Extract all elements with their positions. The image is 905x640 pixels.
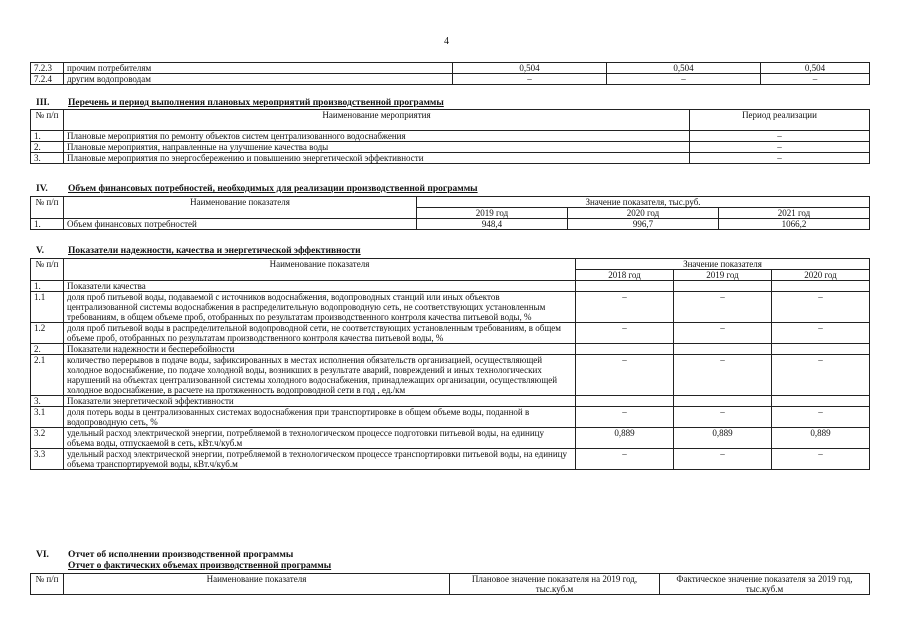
header-year: 2021 год — [719, 208, 870, 219]
header-year: 2020 год — [568, 208, 719, 219]
value-cell: – — [674, 292, 772, 323]
value-cell: – — [772, 323, 870, 344]
table-row — [31, 63, 870, 74]
row-number: 1.2 — [31, 323, 64, 344]
value-cell: 0,889 — [576, 428, 674, 449]
value-cell — [576, 396, 674, 407]
table-header-row — [31, 259, 870, 270]
row-name: удельный расход электрической энергии, потребляемой в технологическом процессе подготовки питьевой воды, на единицу объема воды, отпускаемой в сеть, кВт.ч/куб.м — [64, 428, 576, 449]
table-row — [31, 428, 870, 449]
header-num: № п/п — [31, 110, 64, 131]
row-name: Объем финансовых потребностей — [64, 219, 417, 230]
table-row — [31, 449, 870, 470]
table-row — [31, 355, 870, 396]
row-name: Показатели качества — [64, 281, 576, 292]
row-number: 1.1 — [31, 292, 64, 323]
value-cell: 0,504 — [453, 63, 607, 74]
header-num: № п/п — [31, 197, 64, 219]
value-cell: – — [576, 323, 674, 344]
table-row — [31, 344, 870, 355]
row-number: 3.2 — [31, 428, 64, 449]
section-5-table — [30, 258, 870, 470]
period-cell: – — [690, 142, 870, 153]
header-num: № п/п — [31, 259, 64, 281]
header-year: 2018 год — [576, 270, 674, 281]
value-cell: – — [674, 323, 772, 344]
value-cell: – — [772, 355, 870, 396]
section-title: Отчет об исполнении производственной программы — [68, 550, 294, 560]
table-row — [31, 142, 870, 153]
section-6-heading — [36, 550, 293, 560]
row-name: прочим потребителям — [64, 63, 453, 74]
row-name: доля потерь воды в централизованных системах водоснабжения при транспортировке в общем объеме воды, поданной в водопроводную сеть, % — [64, 407, 576, 428]
value-cell — [576, 344, 674, 355]
header-name: Наименование показателя — [64, 259, 576, 281]
row-name: другим водопроводам — [64, 74, 453, 85]
row-name: доля проб питьевой воды в распределительной водопроводной сети, не соответствующих установленным требованиям, в общем объеме проб, отобранных по результатам производственного контроля качества питьевой воды, % — [64, 323, 576, 344]
table-row — [31, 281, 870, 292]
table-row — [31, 323, 870, 344]
value-cell: – — [761, 74, 870, 85]
header-year: 2019 год — [674, 270, 772, 281]
table-row — [31, 407, 870, 428]
row-name: Плановые мероприятия по энергосбережению и повышению энергетической эффективности — [64, 153, 690, 164]
value-cell: – — [674, 355, 772, 396]
value-cell: 996,7 — [568, 219, 719, 230]
row-number: 7.2.4 — [31, 74, 64, 85]
row-number: 3. — [31, 396, 64, 407]
row-number: 3.1 — [31, 407, 64, 428]
header-num: № п/п — [31, 574, 64, 595]
section-4-table — [30, 196, 870, 230]
value-cell — [772, 344, 870, 355]
row-number: 7.2.3 — [31, 63, 64, 74]
table-header-row — [31, 574, 870, 595]
value-cell — [772, 281, 870, 292]
row-name: удельный расход электрической энергии, потребляемой в технологическом процессе транспортировки питьевой воды, на единицу объема транспортируемой воды, кВт.ч/куб.м — [64, 449, 576, 470]
period-cell: – — [690, 153, 870, 164]
value-cell: 0,889 — [674, 428, 772, 449]
value-cell — [674, 281, 772, 292]
table-row — [31, 292, 870, 323]
row-number: 2. — [31, 142, 64, 153]
row-number: 1. — [31, 219, 64, 230]
table-row — [31, 219, 870, 230]
value-cell: 0,504 — [761, 63, 870, 74]
header-name: Наименование показателя — [64, 197, 417, 219]
table-row — [31, 74, 870, 85]
page-number: 4 — [444, 36, 449, 47]
table-row — [31, 396, 870, 407]
row-number: 3. — [31, 153, 64, 164]
section-title: Объем финансовых потребностей, необходимых для реализации производственной программы — [68, 184, 478, 194]
row-name: Плановые мероприятия, направленные на улучшение качества воды — [64, 142, 690, 153]
value-cell: – — [772, 407, 870, 428]
value-cell — [674, 344, 772, 355]
value-cell: – — [772, 292, 870, 323]
row-name: Показатели энергетической эффективности — [64, 396, 576, 407]
value-cell: – — [772, 449, 870, 470]
section-3-heading — [36, 98, 444, 108]
section-6-table — [30, 573, 870, 595]
table-row — [31, 131, 870, 142]
row-number: 1. — [31, 131, 64, 142]
section-number: VI. — [36, 550, 49, 560]
value-cell: 0,889 — [772, 428, 870, 449]
section-6-subtitle: Отчет о фактических объемах производственной программы — [68, 561, 332, 571]
value-cell: 0,504 — [607, 63, 761, 74]
value-cell — [576, 281, 674, 292]
header-name: Наименование мероприятия — [64, 110, 690, 131]
section-5-heading — [36, 246, 361, 256]
header-value: Значение показателя — [576, 259, 870, 270]
section-number: V. — [36, 246, 45, 256]
section-title: Показатели надежности, качества и энергетической эффективности — [68, 246, 361, 256]
row-number: 2.1 — [31, 355, 64, 396]
value-cell — [674, 396, 772, 407]
header-year: 2019 год — [417, 208, 568, 219]
value-cell: – — [576, 355, 674, 396]
section-3-table — [30, 109, 870, 164]
row-name: количество перерывов в подаче воды, зафиксированных в местах исполнения обязательств организацией, осуществляющей холодное водоснабжение, по подаче холодной воды, возникших в результате аварий, повреждений и иных технологических нарушений на объектах централизованной системы холодного водоснабжения, принадлежащих организации, осуществляющей холодное водоснабжение, в расчете на протяженность водопроводной сети в год , ед./км — [64, 355, 576, 396]
section-title: Перечень и период выполнения плановых мероприятий производственной программы — [68, 98, 444, 108]
section-4-heading — [36, 184, 478, 194]
value-cell: 1066,2 — [719, 219, 870, 230]
value-cell: – — [576, 292, 674, 323]
row-number: 3.3 — [31, 449, 64, 470]
value-cell: – — [576, 449, 674, 470]
table-header-row — [31, 110, 870, 131]
value-cell: – — [576, 407, 674, 428]
continuation-table — [30, 62, 870, 85]
row-number: 2. — [31, 344, 64, 355]
period-cell: – — [690, 131, 870, 142]
value-cell — [772, 396, 870, 407]
header-fact: Фактическое значение показателя за 2019 год, тыс.куб.м — [660, 574, 870, 595]
header-period: Период реализации — [690, 110, 870, 131]
header-value: Значение показателя, тыс.руб. — [417, 197, 870, 208]
value-cell: 948,4 — [417, 219, 568, 230]
header-name: Наименование показателя — [64, 574, 450, 595]
row-name: Показатели надежности и бесперебойности — [64, 344, 576, 355]
section-number: IV. — [36, 184, 48, 194]
header-plan: Плановое значение показателя на 2019 год, тыс.куб.м — [450, 574, 660, 595]
row-name: доля проб питьевой воды, подаваемой с источников водоснабжения, водопроводных станций или иных объектов централизованной системы водоснабжения в распределительную водопроводную сеть, не соответствующих установленным требованиям, в общем объеме проб, отобранных по результатам производственного контроля качества питьевой воды, % — [64, 292, 576, 323]
header-year: 2020 год — [772, 270, 870, 281]
table-header-row — [31, 197, 870, 208]
value-cell: – — [674, 449, 772, 470]
row-number: 1. — [31, 281, 64, 292]
value-cell: – — [607, 74, 761, 85]
row-name: Плановые мероприятия по ремонту объектов систем централизованного водоснабжения — [64, 131, 690, 142]
table-row — [31, 153, 870, 164]
section-number: III. — [36, 98, 50, 108]
value-cell: – — [674, 407, 772, 428]
value-cell: – — [453, 74, 607, 85]
